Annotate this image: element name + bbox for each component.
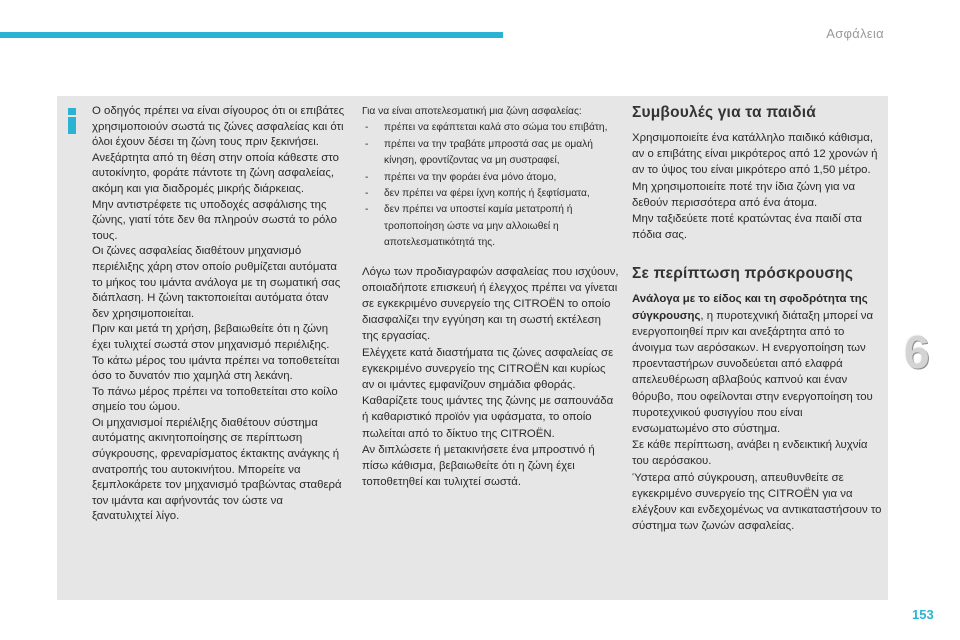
paragraph: Ύστερα από σύγκρουση, απευθυνθείτε σε εγκεκριμένο συνεργείο της CITROËN για να ελέγξουν και ενδεχομένως να αντικαταστήσουν το σύστημα των ζωνών ασφαλείας. [632, 471, 882, 533]
info-icon [66, 108, 78, 134]
paragraph: Μην αντιστρέφετε τις υποδοχές ασφάλισης της ζώνης, γιατί τότε δεν θα πληρούν σωστά το ρόλο τους. [92, 198, 337, 242]
paragraph: Ο οδηγός πρέπει να είναι σίγουρος ότι οι επιβάτες χρησιμοποιούν σωστά τις ζώνες ασφαλείας και ότι όλοι έχουν δέσει τη ζώνη τους πριν ξεκινήσει. [92, 105, 345, 149]
section-title: Ασφάλεια [826, 26, 884, 41]
paragraph: Καθαρίζετε τους ιμάντες της ζώνης με σαπουνάδα ή καθαριστικό προϊόν για υφάσματα, το οποίο πωλείται από το δίκτυο της CITROËN. [362, 395, 614, 440]
checklist [362, 120, 620, 251]
heading-children-advice: Συμβουλές για τα παιδιά [632, 104, 816, 121]
paragraph: Ελέγχετε κατά διαστήματα τις ζώνες ασφαλείας σε εγκεκριμένο συνεργείο της CITROËN και κυρίως αν οι ιμάντες εμφανίζουν σημάδια φθοράς. [362, 346, 614, 392]
chapter-number: 6 [904, 326, 930, 378]
paragraph: Μη χρησιμοποιείτε ποτέ την ίδια ζώνη για να δεθούν περισσότερα από ένα άτομα. [632, 180, 856, 209]
children-advice-text [632, 130, 882, 243]
paragraph: Το κάτω μέρος του ιμάντα πρέπει να τοποθετείται όσο το δυνατόν πιο χαμηλά στη λεκάνη. [92, 354, 340, 383]
checklist-intro: Για να είναι αποτελεσματική μια ζώνη ασφαλείας: [362, 106, 582, 117]
paragraph: Το πάνω μέρος πρέπει να τοποθετείται στο κοίλο σημείο του ώμου. [92, 385, 338, 414]
heading-collision: Σε περίπτωση πρόσκρουσης [632, 265, 854, 283]
list-item: - δεν πρέπει να υποστεί καμία μετατροπή ή τροποποίηση ώστε να μην αλλοιωθεί η αποτελεσματικότητά της. [362, 202, 620, 251]
paragraph: Πριν και μετά τη χρήση, βεβαιωθείτε ότι η ζώνη έχει τυλιχτεί σωστά στον μηχανισμό περιέλιξης. [92, 323, 330, 351]
paragraph: Μην ταξιδεύετε ποτέ κρατώντας ένα παιδί στα πόδια σας. [632, 213, 862, 242]
collision-lead: Ανάλογα με το είδος και τη σφοδρότητα της σύγκρουσης [632, 293, 868, 322]
collision-text [632, 291, 882, 534]
column-3 [632, 104, 882, 534]
maintenance-text [362, 264, 620, 491]
paragraph: Αν διπλώσετε ή μετακινήσετε ένα μπροστινό ή πίσω κάθισμα, βεβαιωθείτε ότι η ζώνη έχει τοποθετηθεί και τυλιχτεί σωστά. [362, 443, 595, 489]
paragraph: Λόγω των προδιαγραφών ασφαλείας που ισχύουν, οποιαδήποτε επισκευή ή έλεγχος πρέπει να γίνεται σε εγκεκριμένο συνεργείο της CITROËN το οποίο διασφαλίζει την εγγύηση και τη σωστή εκτέλεση της εργασίας. [362, 265, 619, 343]
paragraph: Χρησιμοποιείτε ένα κατάλληλο παιδικό κάθισμα, αν ο επιβάτης είναι μικρότερος από 12 χρονών ή αν το ύψος του είναι μικρότερο από 1,50 μέτρο. [632, 132, 878, 177]
paragraph: Ανεξάρτητα από τη θέση στην οποία κάθεστε στο αυτοκίνητο, φοράτε πάντοτε τη ζώνη ασφαλείας, ακόμη και για διαδρομές μικρής διάρκειας. [92, 151, 339, 195]
column-1 [92, 104, 346, 525]
header-accent-bar [0, 32, 503, 38]
paragraph: Οι μηχανισμοί περιέλιξης διαθέτουν σύστημα αυτόματης ακινητοποίησης σε περίπτωση σύγκρουσης, φρεναρίσματος έκτακτης ανάγκης ή ανατροπής του αυτοκινήτου. Μπορείτε να ξεμπλοκάρετε τον μηχανισμό τραβώντας σταθερά τον ιμάντα και αφήνοντάς τον ώστε να ξανατυλιχτεί λίγο. [92, 416, 342, 523]
paragraph: Οι ζώνες ασφαλείας διαθέτουν μηχανισμό περιέλιξης χάρη στον οποίο ρυθμίζεται αυτόματα το μήκος του ιμάντα ανάλογα με τη σωματική σας διάπλαση. Η ζώνη τακτοποιείται αυτόματα όταν δεν χρησιμοποιείται. [92, 245, 341, 320]
page-number: 153 [912, 607, 934, 622]
list-item: - πρέπει να εφάπτεται καλά στο σώμα του επιβάτη, [362, 120, 620, 136]
list-item: - πρέπει να την τραβάτε μπροστά σας με ομαλή κίνηση, φροντίζοντας να μη συστραφεί, [362, 137, 620, 170]
list-item: - δεν πρέπει να φέρει ίχνη κοπής ή ξεφτίσματα, [362, 186, 620, 202]
paragraph [632, 291, 882, 437]
paragraph: Σε κάθε περίπτωση, ανάβει η ενδεικτική λυχνία του αερόσακου. [632, 439, 868, 468]
collision-lead-rest: , η πυροτεχνική διάταξη μπορεί να ενεργοποιηθεί πριν και ανεξάρτητα από το άνοιγμα των αερόσακων. Η ενεργοποίηση των προενταστήρων συνοδεύεται από ελαφρά απελευθέρωση αβλαβούς καπνού και έναν θόρυβο, που οφείλονται στην ενεργοποίηση του πυροτεχνικού φυσιγγίου που είναι ενσωματωμένο στο σύστημα. [632, 309, 874, 436]
column-2 [362, 104, 620, 491]
list-item: - πρέπει να την φοράει ένα μόνο άτομο, [362, 170, 620, 186]
